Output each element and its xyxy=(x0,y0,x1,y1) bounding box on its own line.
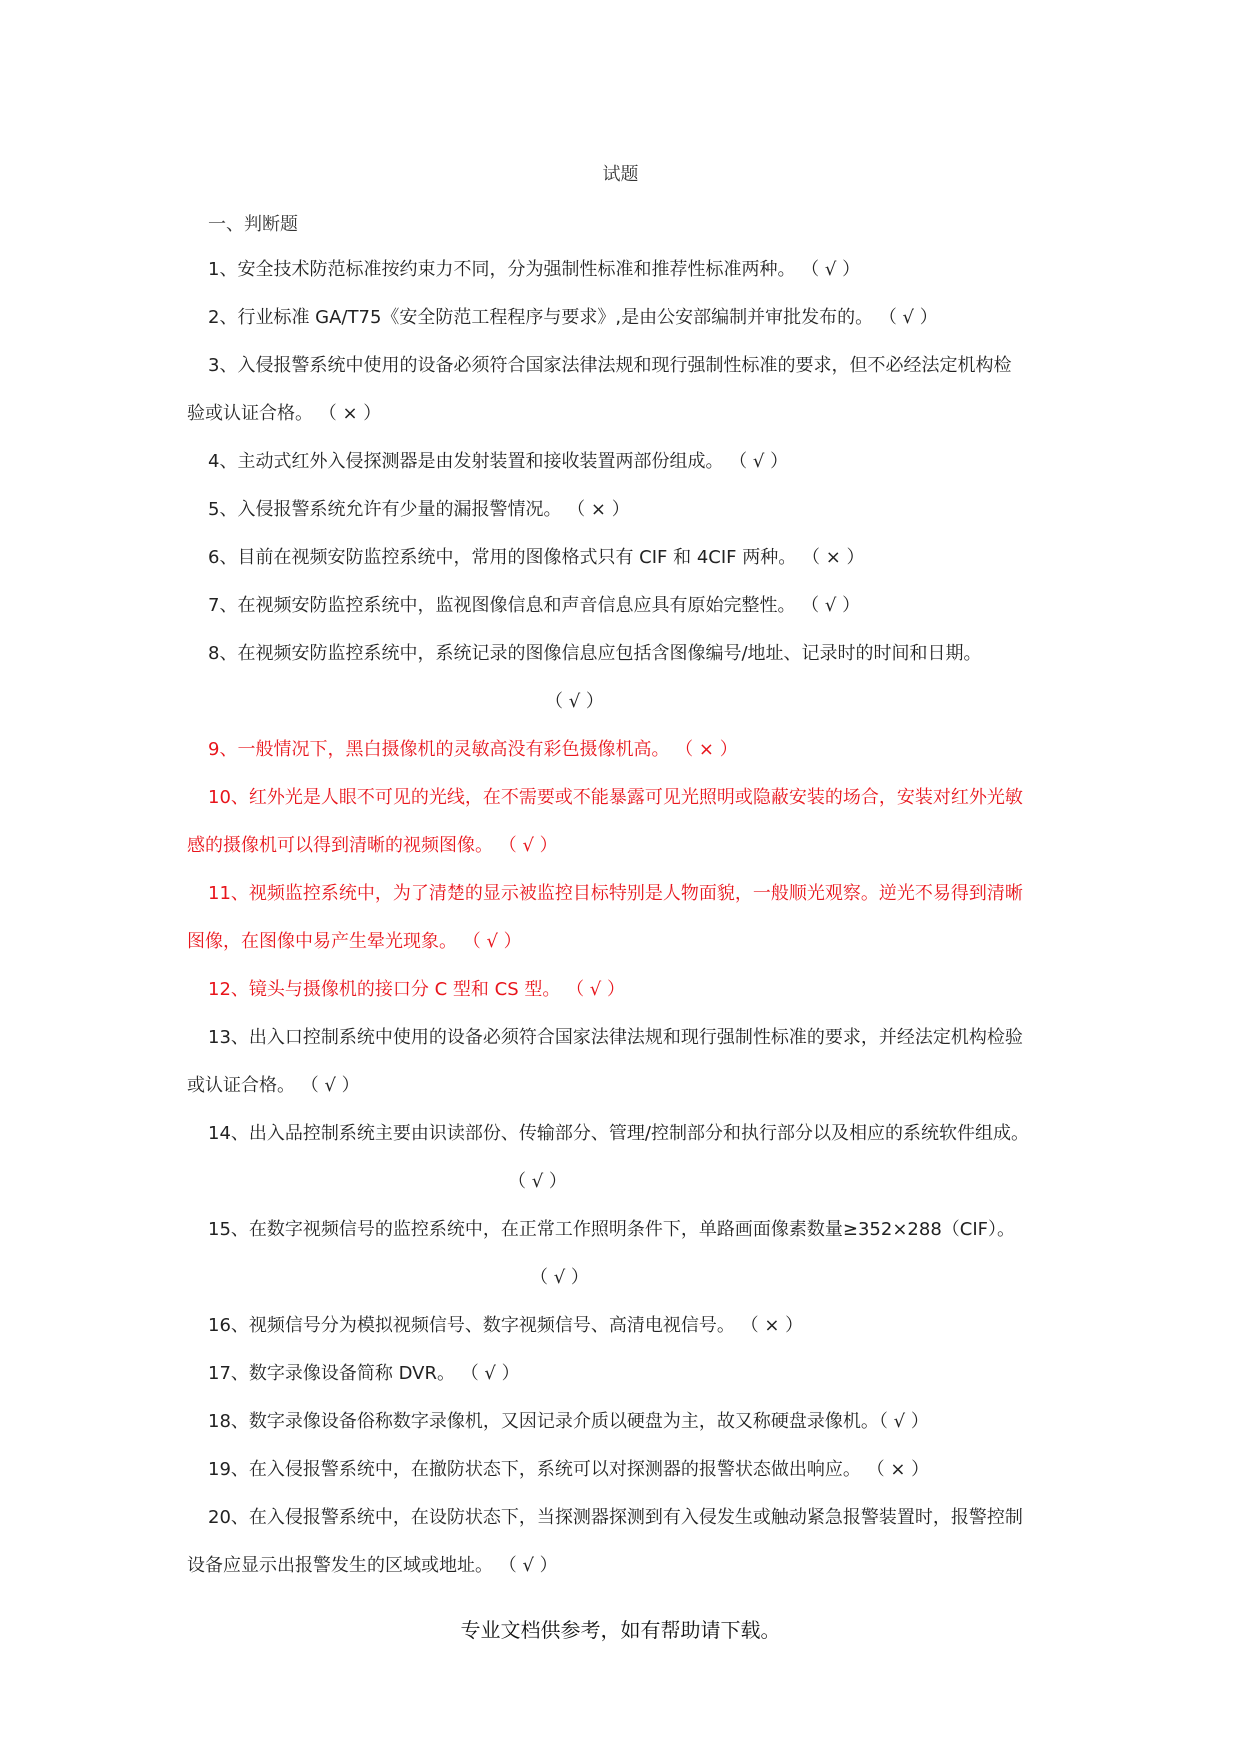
section-heading: 一、判断题 xyxy=(208,214,298,235)
question-10-line-1: 10、红外光是人眼不可见的光线，在不需要或不能暴露可见光照明或隐蔽安装的场合，安装对红外光敏 xyxy=(208,787,1023,808)
question-15-line-1: 15、在数字视频信号的监控系统中，在正常工作照明条件下，单路画面像素数量≥352×288（CIF）。 xyxy=(208,1219,1016,1240)
question-11-line-1: 11、视频监控系统中，为了清楚的显示被监控目标特别是人物面貌，一般顺光观察。逆光不易得到清晰 xyxy=(208,883,1023,904)
question-12: 12、镜头与摄像机的接口分 C 型和 CS 型。 （ √ ） xyxy=(208,979,625,1000)
question-5: 5、入侵报警系统允许有少量的漏报警情况。 （ × ） xyxy=(208,499,630,520)
question-9: 9、一般情况下，黑白摄像机的灵敏高没有彩色摄像机高。 （ × ） xyxy=(208,739,738,760)
question-17: 17、数字录像设备简称 DVR。 （ √ ） xyxy=(208,1363,520,1384)
question-4: 4、主动式红外入侵探测器是由发射装置和接收装置两部份组成。 （ √ ） xyxy=(208,451,789,472)
question-15-line-2: （ √ ） xyxy=(530,1267,589,1288)
question-11-line-2: 图像，在图像中易产生晕光现象。 （ √ ） xyxy=(187,931,522,952)
question-13-line-1: 13、出入口控制系统中使用的设备必须符合国家法律法规和现行强制性标准的要求，并经法定机构检验 xyxy=(208,1027,1023,1048)
question-10-line-2: 感的摄像机可以得到清晰的视频图像。 （ √ ） xyxy=(187,835,558,856)
question-14-line-1: 14、出入品控制系统主要由识读部份、传输部分、管理/控制部分和执行部分以及相应的系统软件组成。 xyxy=(208,1123,1029,1144)
document-title: 试题 xyxy=(602,164,639,185)
question-1: 1、安全技术防范标准按约束力不同，分为强制性标准和推荐性标准两种。 （ √ ） xyxy=(208,259,861,280)
question-20-line-1: 20、在入侵报警系统中，在设防状态下，当探测器探测到有入侵发生或触动紧急报警装置时，报警控制 xyxy=(208,1507,1023,1528)
question-16: 16、视频信号分为模拟视频信号、数字视频信号、高清电视信号。 （ × ） xyxy=(208,1315,804,1336)
question-8-line-2: （ √ ） xyxy=(545,691,604,712)
question-7: 7、在视频安防监控系统中，监视图像信息和声音信息应具有原始完整性。 （ √ ） xyxy=(208,595,861,616)
question-8-line-1: 8、在视频安防监控系统中，系统记录的图像信息应包括含图像编号/地址、记录时的时间和日期。 xyxy=(208,643,982,664)
question-19: 19、在入侵报警系统中，在撤防状态下，系统可以对探测器的报警状态做出响应。 （ × ） xyxy=(208,1459,930,1480)
question-14-line-2: （ √ ） xyxy=(508,1171,567,1192)
question-3-line-1: 3、入侵报警系统中使用的设备必须符合国家法律法规和现行强制性标准的要求，但不必经法定机构检 xyxy=(208,355,1012,376)
question-6: 6、目前在视频安防监控系统中，常用的图像格式只有 CIF 和 4CIF 两种。 （ × ） xyxy=(208,547,865,568)
question-13-line-2: 或认证合格。 （ √ ） xyxy=(187,1075,360,1096)
question-2: 2、行业标准 GA/T75《安全防范工程程序与要求》,是由公安部编制并审批发布的。 （ √ ） xyxy=(208,307,938,328)
footer-note: 专业文档供参考，如有帮助请下载。 xyxy=(460,1618,781,1642)
question-3-line-2: 验或认证合格。 （ × ） xyxy=(187,403,382,424)
question-20-line-2: 设备应显示出报警发生的区域或地址。 （ √ ） xyxy=(187,1555,558,1576)
question-18: 18、数字录像设备俗称数字录像机，又因记录介质以硬盘为主，故又称硬盘录像机。（ √ ） xyxy=(208,1411,929,1432)
